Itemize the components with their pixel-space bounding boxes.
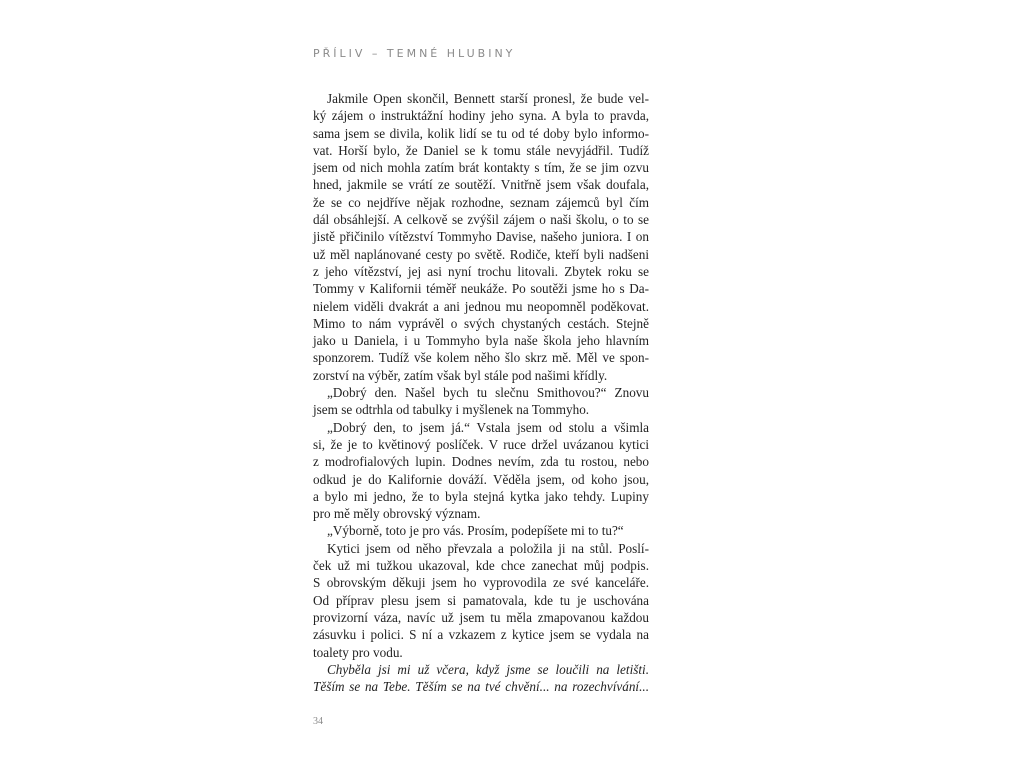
text-line: Mimo to nám vyprávěl o svých chystaných cestách. Stejně — [313, 315, 649, 331]
text-line: Kytici jsem od něho převzala a položila ji na stůl. Poslí- — [327, 540, 649, 556]
text-line: zásuvku i polici. S ní a vzkazem z kytice jsem se vydala na — [313, 627, 649, 643]
text-line: z modrofialových lupin. Dodnes nevím, zda tu rostou, nebo — [313, 454, 649, 470]
text-line: Tommy v Kalifornii téměř neukáže. Po soutěži jsme ho s Da- — [313, 281, 649, 297]
text-line: jako u Daniela, i u Tommyho byla naše škola jeho hlavním — [313, 333, 649, 349]
text-line: že se co nejdříve nějak rozhodne, seznam zájemců byl čím — [313, 194, 649, 210]
text-line: už měl naplánované cesty po světě. Rodiče, kteří byli nadšeni — [313, 246, 649, 262]
text-line: sama jsem se divila, kolik lidí se tu od té doby bylo informo- — [313, 125, 649, 141]
text-line: provizorní váza, navíc už jsem tu měla zmapovanou každou — [313, 609, 649, 625]
text-line: jsem od nich mohla zatím brát kontakty s tím, že se jim ozvu — [313, 160, 649, 176]
text-line: „Dobrý den. Našel bych tu slečnu Smithovou?“ Znovu — [327, 385, 649, 401]
text-line: vat. Horší bylo, že Daniel se k tomu stále nevyjádřil. Tudíž — [313, 142, 649, 158]
text-line: „Výborně, toto je pro vás. Prosím, podepíšete mi to tu?“ — [327, 523, 624, 539]
text-line: z jeho vítězství, jej asi nyní trochu litovali. Zbytek roku se — [313, 263, 649, 279]
text-line: Jakmile Open skončil, Bennett starší pronesl, že bude vel- — [327, 91, 649, 106]
text-line: toalety pro vodu. — [313, 644, 403, 660]
text-line: sponzorem. Tudíž vše kolem něho šlo skrz mě. Měl ve spon- — [313, 350, 649, 366]
text-line: pro mě měly obrovský význam. — [313, 506, 481, 522]
text-line: „Dobrý den, to jsem já.“ Vstala jsem od stolu a všimla — [327, 419, 649, 435]
text-line: jsem se odtrhla od tabulky i myšlenek na Tommyho. — [313, 402, 590, 418]
page-number: 34 — [313, 716, 323, 727]
text-line: Od příprav plesu jsem si pamatovala, kde tu je uschována — [313, 592, 649, 608]
body-text — [313, 90, 649, 695]
text-line: si, že je to květinový poslíček. V ruce držel uvázanou kytici — [313, 436, 649, 452]
text-line: hned, jakmile se vrátí ze soutěží. Vnitřně jsem však doufala, — [313, 177, 649, 193]
text-line: nielem viděli dvakrát a ani jednou mu neopomněl poděkovat. — [313, 298, 649, 314]
running-header: PŘÍLIV – TEMNÉ HLUBINY — [313, 47, 516, 60]
text-line: ký zájem o instruktážní hodiny jeho syna. A byla to pravda, — [313, 108, 649, 124]
text-line: jistě přičinilo vítězství Tommyho Davise, našeho juniora. I on — [313, 229, 649, 245]
text-line: ček už mi tužkou ukazoval, kde chce zanechat můj podpis. — [313, 558, 649, 574]
text-line: dál obsáhlejší. A celkově se zvýšil zájem o naši školu, o to se — [313, 212, 649, 228]
text-line: odkud je do Kalifornie dováží. Věděla jsem, od koho jsou, — [313, 471, 649, 487]
text-line: a bylo mi jedno, že to byla stejná kytka jako tehdy. Lupiny — [313, 488, 649, 504]
text-line-italic: Chyběla jsi mi už včera, když jsme se loučili na letišti. — [327, 661, 649, 677]
text-line: S obrovským děkuji jsem ho vyprovodila ze své kanceláře. — [313, 575, 649, 591]
text-line-italic: Těším se na Tebe. Těším se na tvé chvění... na rozechvívání... — [313, 679, 649, 695]
text-line: zorství na výběr, zatím však byl stále pod našimi křídly. — [313, 367, 608, 383]
